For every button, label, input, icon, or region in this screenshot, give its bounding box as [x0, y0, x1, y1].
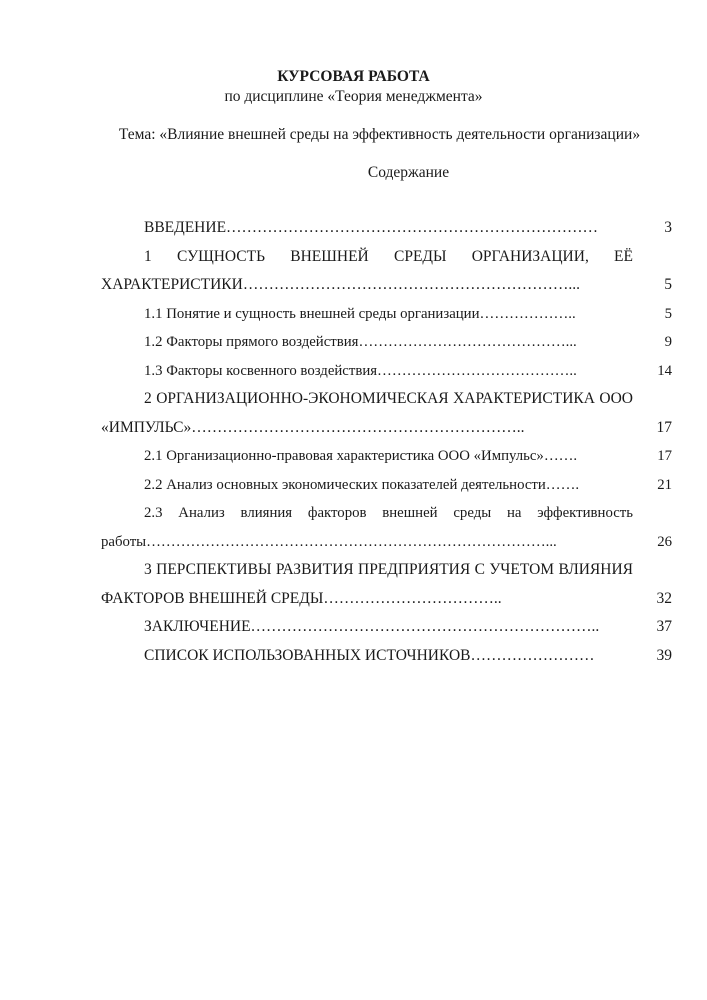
toc-entry-text: СПИСОК ИСПОЛЬЗОВАННЫХ ИСТОЧНИКОВ…………………… — [144, 646, 595, 664]
toc-entry-chapter-2 — [101, 385, 672, 442]
toc-entry-section-1-3 — [101, 357, 672, 386]
toc-entry-text: 2.3 Анализ влияния факторов внешней среды на эффективность работы………………………………………………………………………... — [101, 505, 633, 550]
toc-entry-text: ВВЕДЕНИЕ……………………………………………………………… — [144, 219, 599, 236]
toc-page-number: 5 — [664, 276, 672, 293]
toc-page-number: 9 — [664, 334, 672, 350]
toc-entry-references — [101, 642, 672, 671]
toc-entry-text: 2 ОРГАНИЗАЦИОННО-ЭКОНОМИЧЕСКАЯ ХАРАКТЕРИСТИКА ООО «ИМПУЛЬС»……………………………………………………….. — [101, 390, 633, 436]
toc-page-number: 17 — [657, 448, 672, 464]
toc-entry-chapter-3 — [101, 556, 672, 613]
toc-page-number: 17 — [656, 418, 672, 436]
toc-entry-text: 1.3 Факторы косвенного воздействия………………………………….. — [144, 362, 577, 379]
contents-heading: Содержание — [367, 164, 450, 181]
toc-page-number: 39 — [656, 646, 672, 664]
toc-entry-section-2-2 — [101, 471, 672, 500]
toc-entry-introduction — [101, 214, 672, 243]
toc-entry-text: 3 ПЕРСПЕКТИВЫ РАЗВИТИЯ ПРЕДПРИЯТИЯ С УЧЕТОМ ВЛИЯНИЯ ФАКТОРОВ ВНЕШНЕЙ СРЕДЫ…………………………….. — [101, 561, 633, 607]
toc-entry-text: 2.1 Организационно-правовая характеристика ООО «Импульс»……. — [144, 448, 578, 464]
toc-page-number: 32 — [656, 589, 672, 607]
document-discipline: по дисциплине «Теория менеджмента» — [224, 88, 483, 105]
toc-page-number: 3 — [664, 219, 672, 236]
toc-entry-text: 1.1 Понятие и сущность внешней среды организации……………….. — [144, 305, 576, 322]
toc-page-number: 5 — [664, 305, 672, 322]
toc-entry-text: 2.2 Анализ основных экономических показателей деятельности……. — [144, 476, 580, 493]
toc-entry-section-1-1 — [101, 300, 672, 329]
toc-entry-section-2-3 — [101, 499, 672, 556]
document-title: КУРСОВАЯ РАБОТА — [277, 68, 430, 85]
toc-entry-text: 1 СУЩНОСТЬ ВНЕШНЕЙ СРЕДЫ ОРГАНИЗАЦИИ, ЕЁ ХАРАКТЕРИСТИКИ………………………………………………………... — [101, 247, 633, 293]
toc-entry-text: 1.2 Факторы прямого воздействия……………………………………... — [144, 334, 577, 350]
toc-page-number: 37 — [656, 618, 672, 635]
toc-page-number: 21 — [657, 476, 672, 493]
toc-entry-conclusion — [101, 613, 672, 642]
document-topic: Тема: «Влияние внешней среды на эффективность деятельности организации» — [118, 126, 641, 143]
toc-entry-text: ЗАКЛЮЧЕНИЕ………………………………………………………….. — [144, 618, 600, 635]
toc-page-number: 26 — [657, 533, 672, 550]
toc-entry-section-1-2 — [101, 328, 672, 357]
toc-entry-chapter-1 — [101, 243, 672, 300]
toc-page-number: 14 — [657, 362, 672, 379]
table-of-contents — [101, 214, 672, 670]
toc-entry-section-2-1 — [101, 442, 672, 471]
